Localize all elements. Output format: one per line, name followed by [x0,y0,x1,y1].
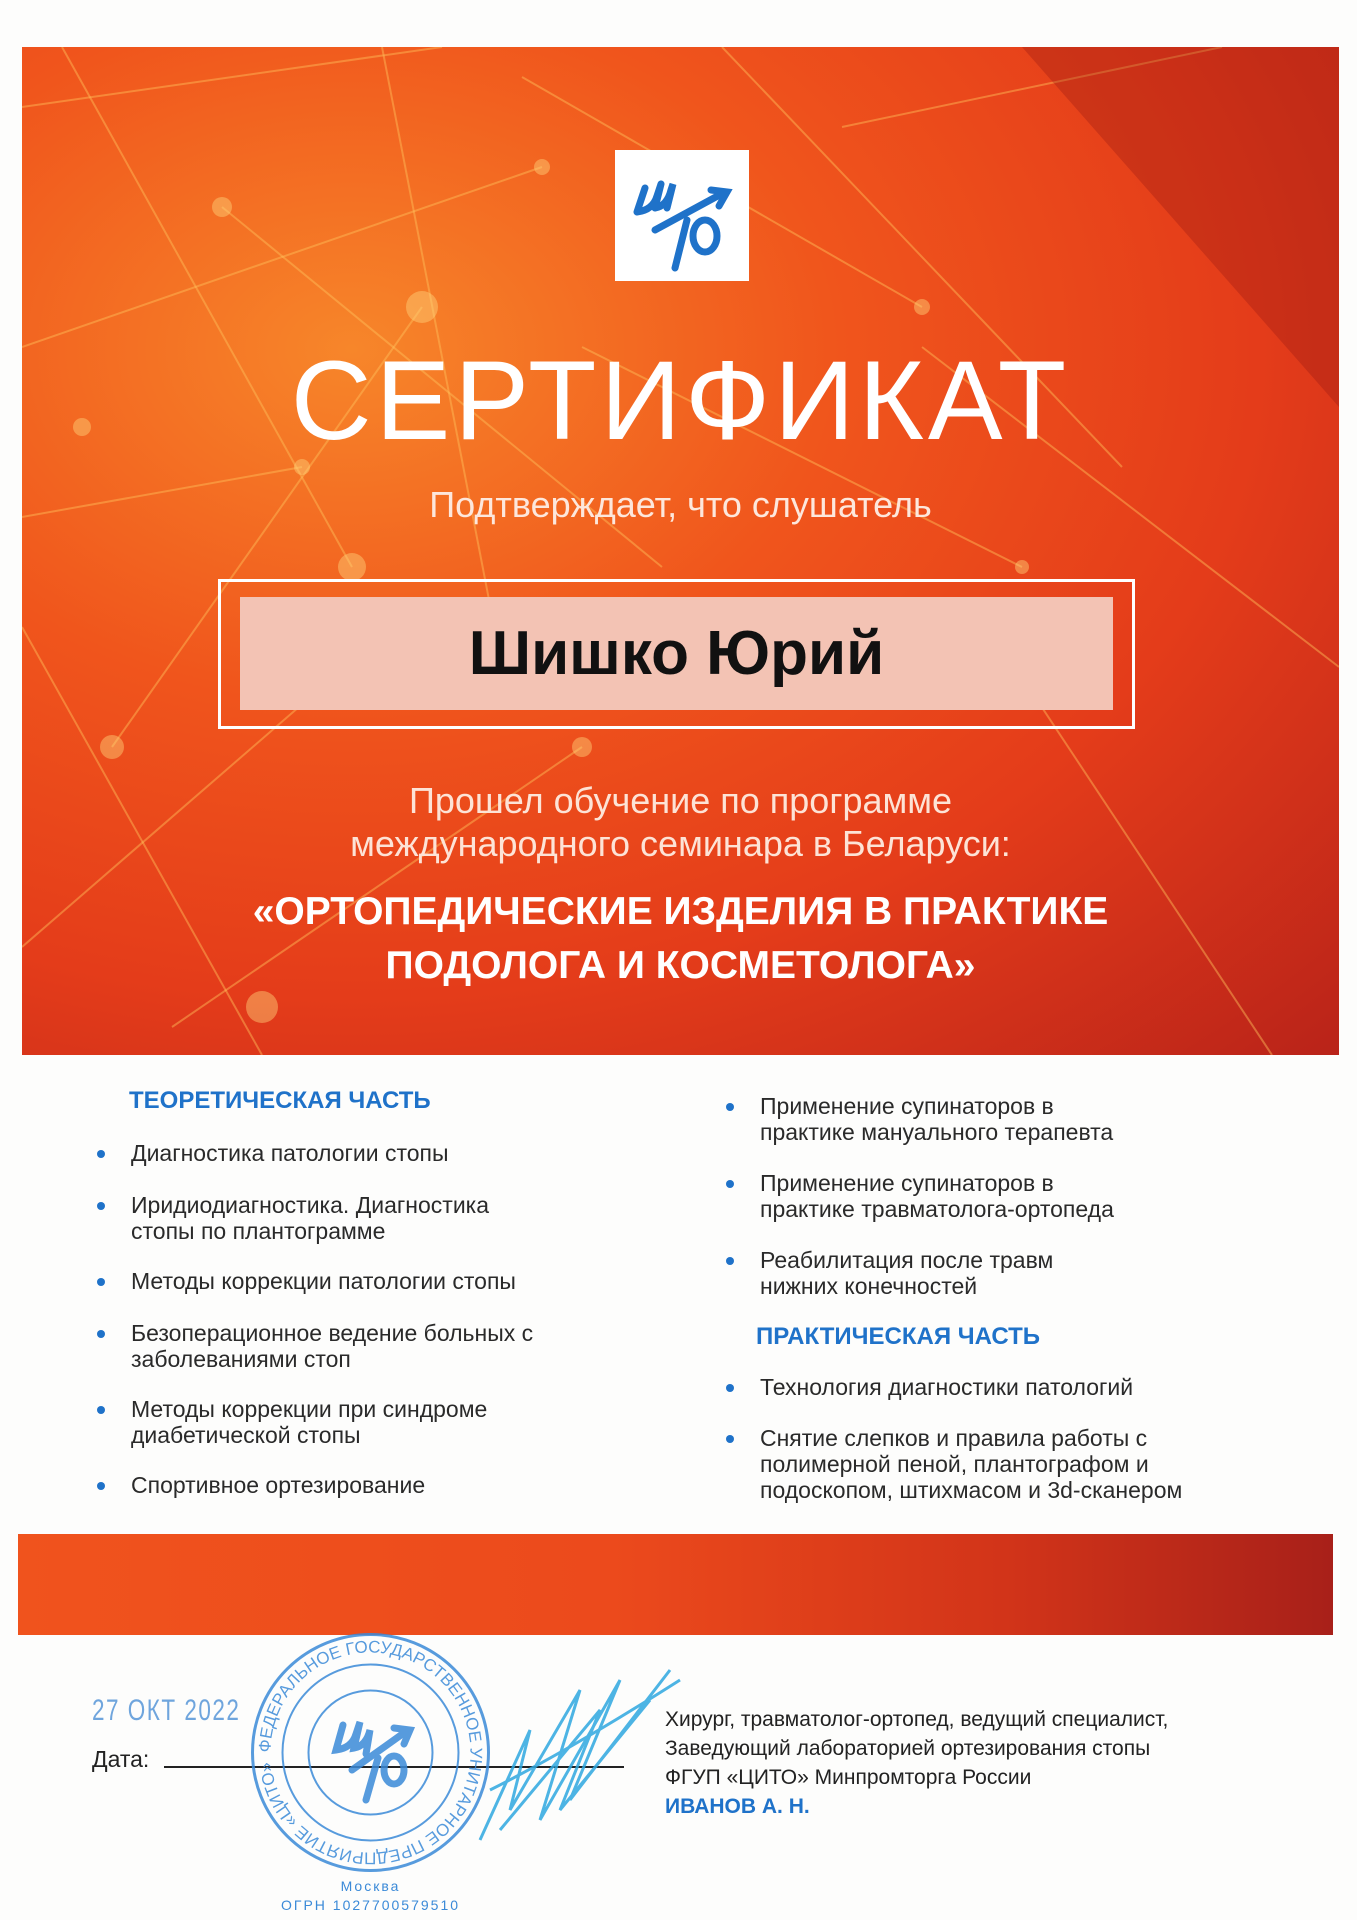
certificate-title: СЕРТИФИКАТ [290,338,1071,463]
signer-position: Хирург, травматолог-ортопед, ведущий специалист, [665,1708,1169,1731]
bullet-icon [726,1384,734,1392]
cito-logo [615,150,749,281]
list-item-text: диабетической стопы [131,1422,361,1448]
list-item-text: полимерной пеной, плантографом и [760,1451,1149,1477]
completion-line: международного семинара в Беларуси: [350,823,1011,864]
list-item-text: стопы по плантограмме [131,1218,386,1244]
list-item-text: Диагностика патологии стопы [131,1140,449,1166]
list-item-text: Применение супинаторов в [760,1170,1054,1196]
list-item [726,1374,1133,1400]
list-item-text: Реабилитация после травм [760,1247,1054,1273]
course-title-line: «ОРТОПЕДИЧЕСКИЕ ИЗДЕЛИЯ В ПРАКТИКЕ [252,890,1109,933]
list-item-text: нижних конечностей [760,1273,978,1299]
completion-line: Прошел обучение по программе [408,780,953,821]
header-panel [22,47,1339,1055]
recipient-name-box [218,579,1135,729]
footer-band [18,1534,1333,1635]
list-item [726,1247,1053,1299]
course-title [22,885,1339,993]
signer-block [665,1705,1168,1821]
bullet-icon [97,1278,105,1286]
list-item-text: практике травматолога-ортопеда [760,1196,1114,1222]
list-item-text: подоскопом, штихмасом и 3d-сканером [760,1477,1183,1503]
bullet-icon [97,1202,105,1210]
list-item [726,1093,1113,1145]
list-item [726,1170,1114,1222]
bullet-icon [726,1257,734,1265]
list-item-text: Снятие слепков и правила работы с [760,1425,1148,1451]
bullet-icon [726,1180,734,1188]
theory-heading: ТЕОРЕТИЧЕСКАЯ ЧАСТЬ [129,1087,431,1114]
seal-city-text: Москва [340,1878,401,1894]
list-item [97,1268,516,1294]
list-item-text: Иридиодиагностика. Диагностика [131,1192,490,1218]
signer-position: Заведующий лабораторией ортезирования стопы [665,1737,1151,1760]
seal-outer-text: ФЕДЕРАЛЬНОЕ ГОСУДАРСТВЕННОЕ УНИТАРНОЕ ПРЕДПРИЯТИЕ «ЦИТО» [255,1637,486,1868]
bullet-icon [97,1150,105,1158]
course-title-line: ПОДОЛОГА И КОСМЕТОЛОГА» [385,944,976,987]
list-item-text: Безоперационное ведение больных с [131,1320,534,1346]
seal-ogrn-text: ОГРН 1027700579510 [280,1897,461,1913]
list-item [97,1192,489,1244]
list-item-text: Спортивное ортезирование [131,1472,426,1498]
signature [470,1650,690,1850]
bullet-icon [726,1435,734,1443]
list-item-text: Методы коррекции при синдроме [131,1396,488,1422]
list-item [97,1472,425,1498]
bullet-icon [97,1406,105,1414]
date-label: Дата: [92,1746,150,1772]
bullet-icon [726,1103,734,1111]
confirms-text: Подтверждает, что слушатель [429,484,932,525]
list-item-text: Методы коррекции патологии стопы [131,1268,516,1294]
list-item [97,1320,533,1372]
list-item-text: Технология диагностики патологий [760,1374,1134,1400]
recipient-name: Шишко Юрий [468,619,885,688]
list-item-text: заболеваниями стоп [131,1346,351,1372]
practice-heading: ПРАКТИЧЕСКАЯ ЧАСТЬ [756,1323,1040,1350]
signer-organization: ФГУП «ЦИТО» Минпромторга России [665,1766,1032,1789]
bullet-icon [97,1330,105,1338]
list-item-text: Применение супинаторов в [760,1093,1054,1119]
official-seal [248,1630,493,1875]
list-item [97,1140,449,1166]
list-item [726,1425,1182,1503]
date-stamp: 27 ОКТ 2022 [92,1694,241,1727]
completion-text [22,779,1339,865]
signer-name: ИВАНОВ А. Н. [665,1795,810,1818]
bullet-icon [97,1482,105,1490]
list-item [97,1396,487,1448]
list-item-text: практике мануального терапевта [760,1119,1114,1145]
